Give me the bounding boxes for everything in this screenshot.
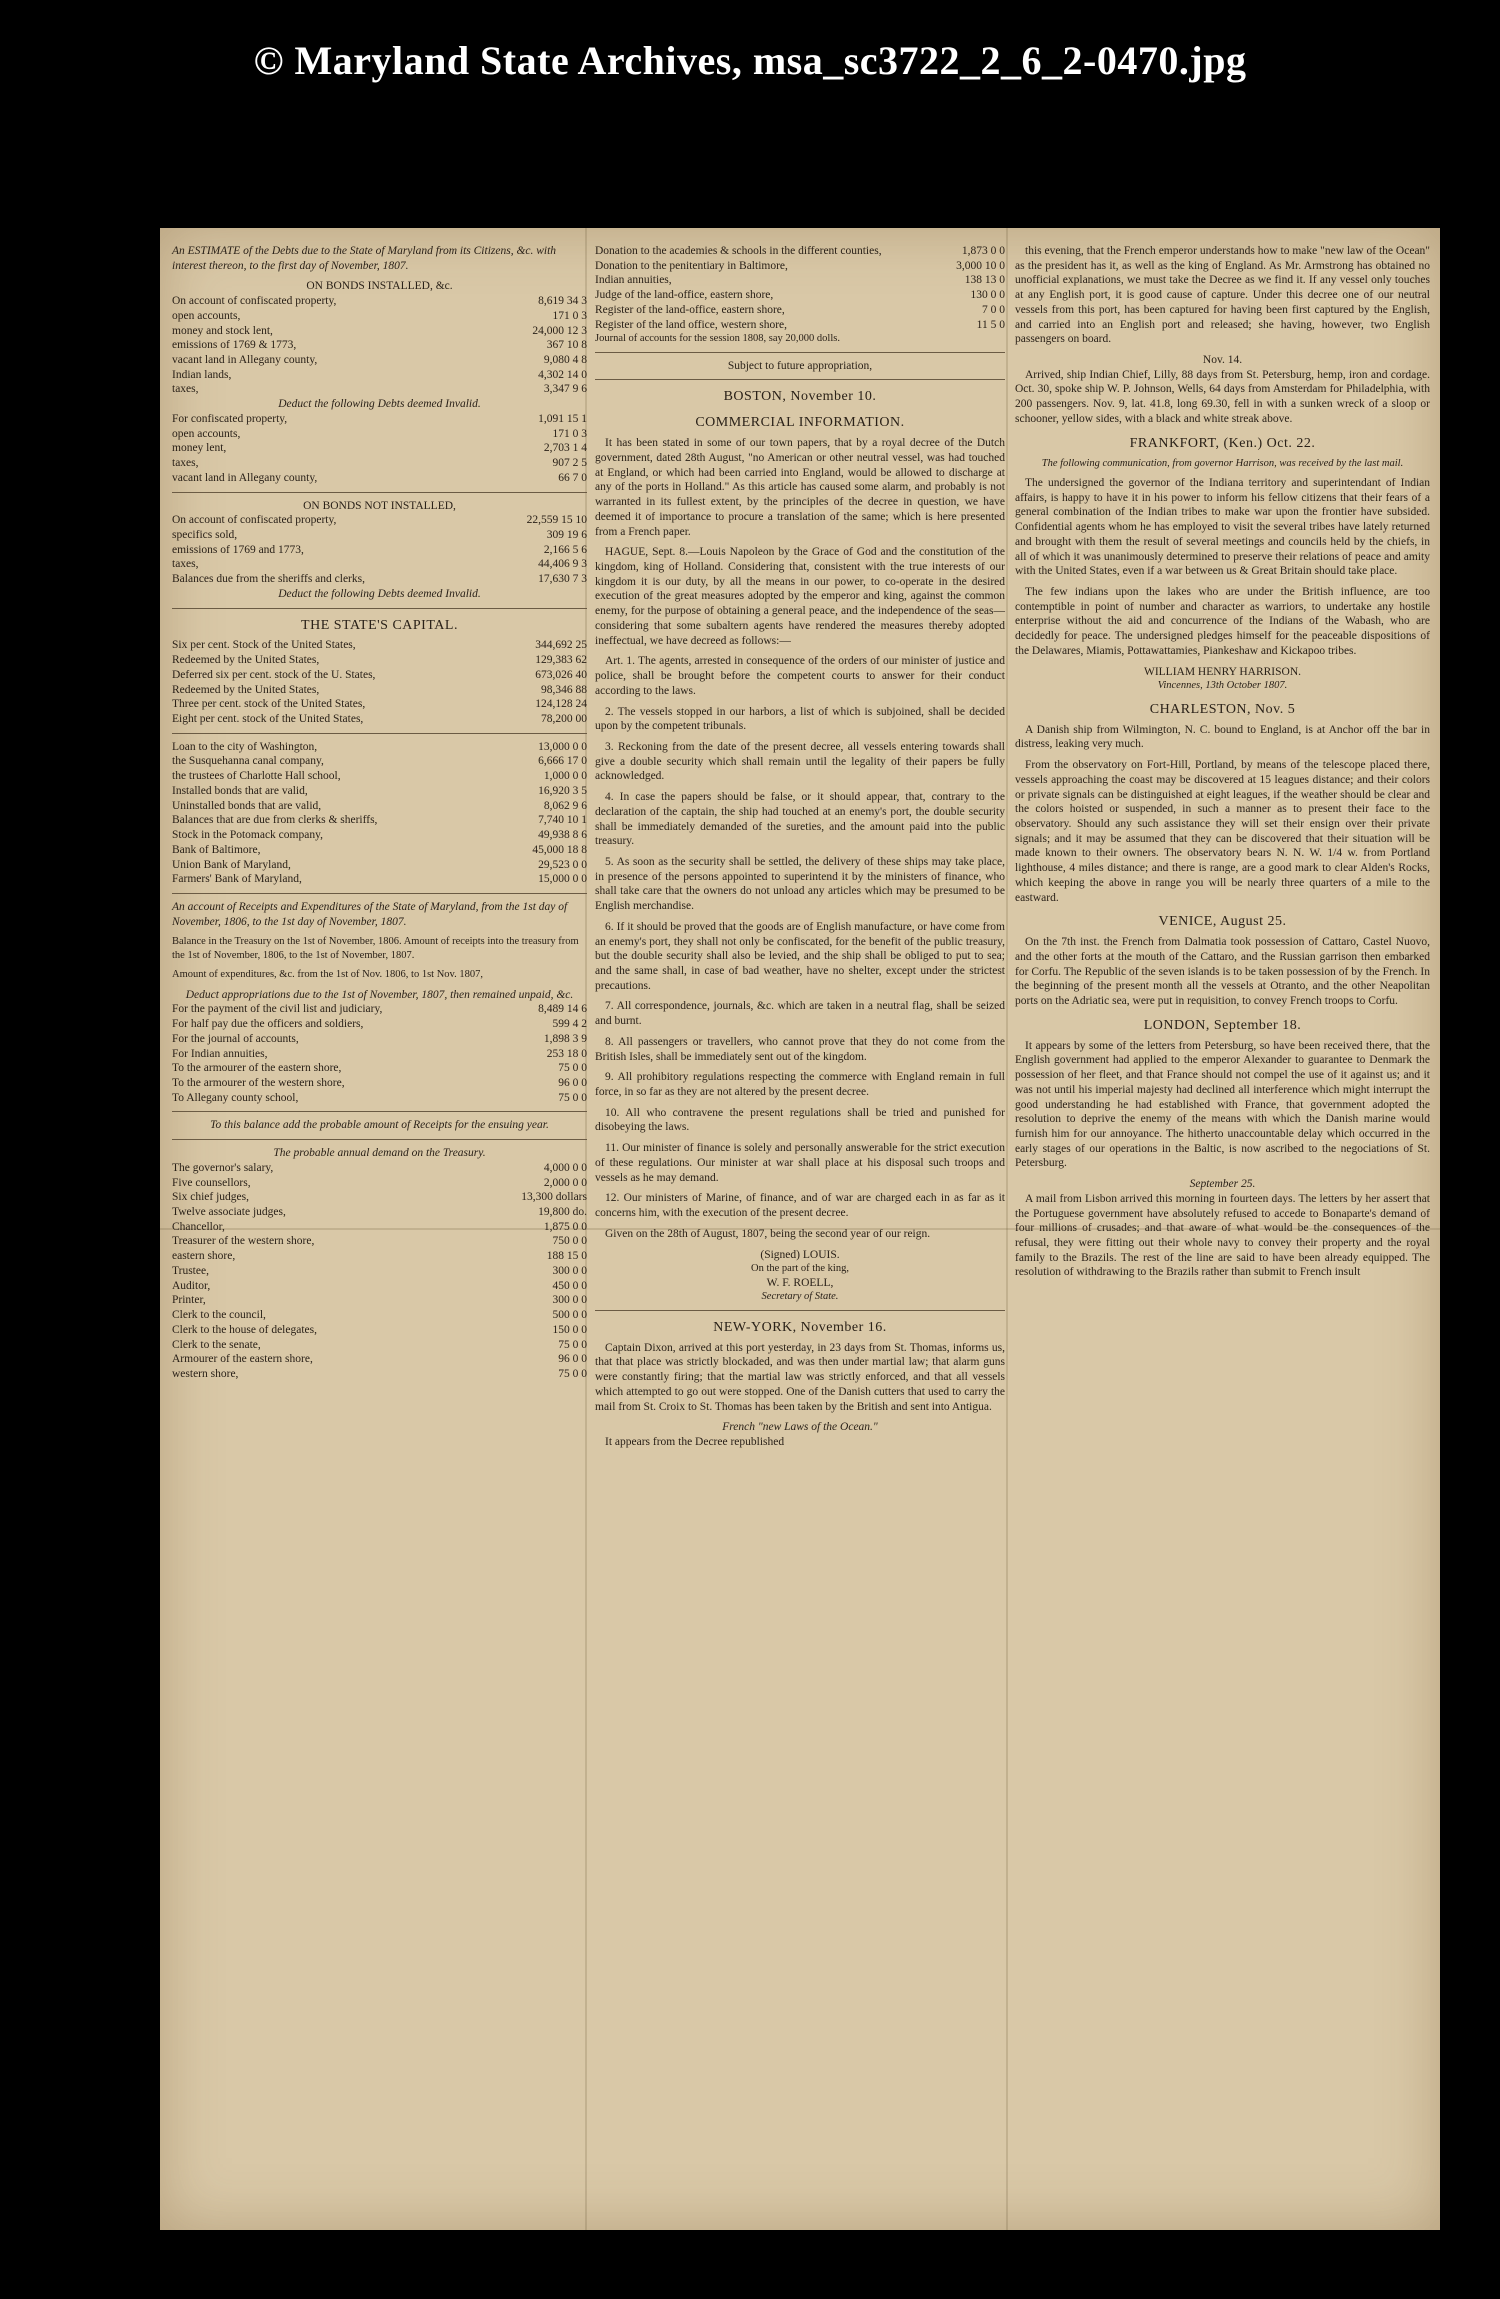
ledger-row: [172, 1279, 587, 1294]
ledger-amount: 8,489 14 6: [538, 1003, 587, 1016]
ledger-amount: 75 0 0: [558, 1367, 587, 1380]
commercial-paragraph: It has been stated in some of our town papers, that by a royal decree of the Dutch government, dated 28th August, "no American or other neutral vessel, was had touched at England, or which had been carried into England, would be allowed to discharge at any of the ports in Holland." As this article has caused some alarm, and probably is not warranted in its fullest extent, by the principles of the decree in question, we have deemed it of importance to procure a translation of the same; which is here presented from a French paper.: [595, 437, 1005, 538]
ledger-amount: 16,920 3 5: [538, 784, 587, 797]
ledger-row: [172, 1047, 587, 1062]
roell-line: W. F. ROELL,: [766, 1276, 834, 1289]
ledger-row: [172, 754, 587, 769]
ledger-amount: 907 2 5: [552, 457, 587, 470]
newyork-paragraph: Captain Dixon, arrived at this port yesterday, in 23 days from St. Thomas, informs us, that that place was strictly blockaded, and was then under martial law; that alarm guns were constantly firing; that the martial law was strictly enforced, and that all vessels which attempted to go out were stopped. One of the Danish cutters that used to carry the mail from St. Croix to St. Thomas has been taken by the British and sent into Antigua.: [595, 1341, 1005, 1413]
secretary-line: Secretary of State.: [761, 1291, 839, 1303]
ledger-row: [595, 288, 1005, 303]
ledger-amount: 44,406 9 3: [538, 558, 587, 571]
ledger-label: Six per cent. Stock of the United States,: [172, 639, 356, 652]
ledger-amount: 1,873 0 0: [961, 245, 1005, 257]
ledger-amount: 1,000 0 0: [543, 770, 587, 783]
article-7: 7. All correspondence, journals, &c. which are taken in a neutral flag, shall be seized and burnt.: [595, 1000, 1005, 1028]
bonds-installed-head: ON BONDS INSTALLED, &c.: [306, 280, 453, 293]
ledger-label: Trustee,: [172, 1264, 209, 1277]
king-line: On the part of the king,: [751, 1263, 849, 1275]
ledger-label: Judge of the land-office, eastern shore,: [595, 289, 774, 302]
ledger-label: vacant land in Allegany county,: [172, 354, 318, 367]
ledger-label: taxes,: [172, 558, 199, 571]
hague-paragraph: HAGUE, Sept. 8.—Louis Napoleon by the Grace of God and the constitution of the kingdom, king of Holland. Considering that, consistent with the true interests of our kingdom it is our duty, by all the means in our power, to co-operate in the desired execution of the great measures adopted by the emperor and king, against the common enemy, for the purpose of obtaining a general peace, and the independence of the seas—considering that some subaltern agents have rendered the measures thereby adopted ineffectual, we have decreed as follows:—: [595, 546, 1005, 647]
ledger-row: [172, 382, 587, 397]
ledger-row: [595, 273, 1005, 288]
ledger-row: [172, 712, 587, 727]
ledger-amount: 300 0 0: [552, 1294, 587, 1307]
ledger-amount: 75 0 0: [558, 1091, 587, 1104]
ledger-amount: 19,800 do.: [538, 1206, 587, 1219]
ledger-label: Register of the land-office, eastern shore,: [595, 303, 785, 316]
ledger-row: [172, 338, 587, 353]
ledger-amount: 24,000 12 3: [532, 324, 587, 337]
ledger-label: open accounts,: [172, 427, 241, 440]
ledger-row: [172, 309, 587, 324]
ledger-label: Installed bonds that are valid,: [172, 784, 308, 797]
ledger-amount: 15,000 0 0: [538, 873, 587, 886]
loan-rows: [172, 740, 587, 828]
ledger-row: [172, 1293, 587, 1308]
installed-rows: [172, 294, 587, 397]
ledger-amount: 367 10 8: [546, 339, 587, 352]
ledger-row: [172, 697, 587, 712]
ledger-row: [172, 471, 587, 486]
ledger-label: western shore,: [172, 1367, 239, 1380]
top-paragraph: this evening, that the French emperor understands how to make "new law of the Ocean" as the president has it, as well as the king of England. As Mr. Armstrong has obtained no unofficial explanations, we must take the Decree as we find it. If any vessel only touches at any English port, it is good cause of capture. Under this decree one of our neutral vessels from this port, has been captured for having been first captured by the English, and carried into an English port and released; she having, however, two English passengers on board.: [1015, 245, 1430, 346]
ledger-label: Register of the land office, western shore,: [595, 318, 788, 331]
ledger-label: Stock in the Potomack company,: [172, 829, 323, 842]
ledger-amount: 2,166 5 6: [543, 543, 587, 556]
boston-head: BOSTON, November 10.: [723, 389, 877, 405]
ledger-row: [172, 858, 587, 873]
ledger-label: Bank of Baltimore,: [172, 843, 261, 856]
ledger-amount: 6,666 17 0: [538, 755, 587, 768]
ledger-row: [172, 683, 587, 698]
ledger-amount: 22,559 15 10: [526, 514, 587, 527]
ledger-amount: 1,875 0 0: [543, 1220, 587, 1233]
ledger-amount: 130 0 0: [970, 289, 1005, 302]
frankfort-sub: The following communication, from governor Harrison, was received by the last mail.: [1041, 457, 1404, 469]
stamp-note: Nov. 14.: [1202, 354, 1243, 367]
article-8: 8. All passengers or travellers, who cannot prove that they do not come from the British Isles, shall be immediately sent out of the kingdom.: [595, 1035, 1005, 1063]
column-rule-2: [1006, 228, 1008, 2230]
ledger-row: [172, 1338, 587, 1353]
ledger-amount: 49,938 8 6: [538, 829, 587, 842]
article-12: 12. Our ministers of Marine, of finance, and of war are charged each in as far as it concerns him, with the execution of the present decree.: [595, 1192, 1005, 1220]
ledger-amount: 9,080 4 8: [543, 354, 587, 367]
ledger-amount: 150 0 0: [552, 1323, 587, 1336]
sept25-paragraph: A mail from Lisbon arrived this morning in fourteen days. The letters by her assert that the Portuguese government have absolutely refused to accede to Bonaparte's demand of four millions of crusades; and that aware of what would be the consequences of the refusal, they were fitting out their whole navy to convey their property and the royal family to the Brazils. The rest of the line are said to have been already equipped. The resolution of withdrawing to the Brazils rather than submit to French insult: [1015, 1192, 1430, 1279]
ledger-label: vacant land in Allegany county,: [172, 471, 318, 484]
column-3: [1015, 244, 1430, 1286]
few-indians-paragraph: The few indians upon the lakes who are under the British influence, are too contemptible in point of number and character as warriors, to undertake any hostile enterprise without the aid and concurrence of the Indians of the Wabash, who are decidedly for peace. The undersigned pledges himself for the peaceable dispositions of the Delawares, Miamis, Pottawattamies, Piankeshaw and Kickapoo tribes.: [1015, 586, 1430, 657]
article-6: 6. If it should be proved that the goods are of English manufacture, or have come from an enemy's port, they shall not only be confiscated, for the benefit of the public treasury, but the double security shall also be levied, and the ship shall be obliged to put to sea; and the same shall, in case of bad weather, have no shelter, except under the strictest precautions.: [595, 920, 1005, 992]
deduct-approp: Deduct appropriations due to the 1st of November, 1807, then remained unpaid, &c.: [185, 988, 574, 1001]
harrison-signature: WILLIAM HENRY HARRISON.: [1143, 665, 1302, 678]
ledger-label: For half pay due the officers and soldiers,: [172, 1018, 364, 1031]
ledger-row: [172, 294, 587, 309]
not-installed-rows: [172, 513, 587, 587]
demand-rows: [172, 1161, 587, 1382]
ledger-label: For the journal of accounts,: [172, 1032, 299, 1045]
ledger-label: Redeemed by the United States,: [172, 654, 320, 667]
vincennes-date: Vincennes, 13th October 1807.: [1157, 680, 1288, 692]
ledger-row: [172, 1091, 587, 1106]
ledger-amount: 96 0 0: [558, 1353, 587, 1366]
ledger-amount: 78,200 00: [541, 713, 587, 726]
ledger-label: Balances due from the sheriffs and clerks,: [172, 573, 365, 586]
article-11: 11. Our minister of finance is solely and personally answerable for the strict execution of these regulations. Our minister at war shall place at his disposal such troops and vessels as he may demand.: [595, 1142, 1005, 1184]
ledger-amount: 138 13 0: [964, 274, 1005, 287]
ledger-label: Balances that are due from clerks & sheriffs,: [172, 814, 378, 827]
article-5: 5. As soon as the security shall be settled, the delivery of these ships may take place, in presence of the persons appointed to superintend it by the ministers of finance, who shall take care that the owners do not unload any articles which may be presumed to be English merchandise.: [595, 855, 1005, 913]
ledger-amount: 17,630 7 3: [538, 573, 587, 586]
ledger-row: [172, 1352, 587, 1367]
ledger-label: emissions of 1769 and 1773,: [172, 543, 304, 556]
ledger-label: For the payment of the civil list and judiciary,: [172, 1003, 383, 1016]
ledger-row: [172, 572, 587, 587]
given-line: Given on the 28th of August, 1807, being the second year of our reign.: [605, 1227, 931, 1240]
ledger-row: [172, 456, 587, 471]
ledger-amount: 45,000 18 8: [532, 843, 587, 856]
frankfort-paragraph: The undersigned the governor of the Indiana territory and superintendant of Indian affairs, is happy to have it in his power to inform his fellow citizens that their fears of a general combination of the Indian tribes to make war upon the frontier have subsided. Confidential agents whom he has employed to visit the several tribes have lately returned and brought with them the result of several meetings and councils held by the chiefs, in all of which it was unanimously determined to preserve their relations of peace and amity with the United States, even if a war between us & Great Britain should take place.: [1015, 476, 1430, 578]
ledger-row: [172, 1061, 587, 1076]
ledger-amount: 96 0 0: [558, 1077, 587, 1089]
ledger-label: eastern shore,: [172, 1250, 236, 1263]
archive-header: [0, 0, 1500, 120]
ledger-label: specifics sold,: [172, 528, 238, 541]
article-2: 2. The vessels stopped in our harbors, a list of which is subjoined, shall be decided upon by the competent tribunals.: [595, 705, 1005, 733]
ledger-amount: 750 0 0: [552, 1235, 587, 1248]
ledger-row: [172, 368, 587, 383]
ledger-amount: 500 0 0: [552, 1309, 587, 1322]
ledger-amount: 3,347 9 6: [543, 383, 587, 396]
ledger-amount: 673,026 40: [535, 668, 587, 681]
newspaper-page: [160, 228, 1440, 2230]
ledger-row: [172, 1161, 587, 1176]
stock-rows: [172, 828, 587, 887]
ledger-row: [172, 799, 587, 814]
ledger-row: [172, 557, 587, 572]
ledger-label: To Allegany county school,: [172, 1091, 299, 1104]
ledger-amount: 8,619 34 3: [538, 295, 587, 308]
article-3: 3. Reckoning from the date of the present decree, all vessels entering towards shall give a double security which shall remain until the legality of their papers be fully acknowledged.: [595, 740, 1005, 783]
ledger-row: [172, 324, 587, 339]
venice-paragraph: On the 7th inst. the French from Dalmatia took possession of Cattaro, Castel Nuovo, and the other forts at the mouth of the Cattaro, and the Russian garrison then embarked for Corfu. The Republic of the seven islands is to be taken possession of by the French. In the beginning of the present month all the vessels at Otranto, and the other Neapolitan ports on the Adriatic sea, were put in requisition, to convey French troops to Corfu.: [1015, 936, 1430, 1008]
ledger-row: [172, 784, 587, 799]
article-9: 9. All prohibitory regulations respecting the commerce with England remain in full force, in so far as they are not altered by the present decree.: [595, 1071, 1005, 1099]
newyork-head: NEW-YORK, November 16.: [713, 1319, 887, 1335]
ledger-amount: 3,000 10 0: [956, 259, 1005, 272]
column-1: [172, 244, 587, 1382]
arrived-paragraph: Arrived, ship Indian Chief, Lilly, 88 days from St. Petersburg, hemp, iron and cordage. Oct. 30, spoke ship W. P. Johnson, Wells, 64 days from Amsterdam for Philadelphia, with 200 passengers. Nov. 9, lat. 41.8, long 69.30, fell in with a sunken wreck of a sloop or schooner, yellow sides, with a black and white streak above.: [1015, 368, 1430, 425]
charleston-paragraph: A Danish ship from Wilmington, N. C. bound to England, is at Anchor off the bar in distress, leaking very much.: [1015, 723, 1430, 751]
ledger-row: [172, 740, 587, 755]
ledger-label: Indian annuities,: [595, 274, 672, 287]
ledger-label: emissions of 1769 & 1773,: [172, 339, 297, 352]
ledger-row: [172, 813, 587, 828]
ledger-row: [172, 353, 587, 368]
observatory-paragraph: From the observatory on Fort-Hill, Portland, by means of the telescope placed there, vessels approaching the coast may be discovered at 15 leagues distance; and their colors or private signals can be distinguished at eight leagues, if the weather should be clear and the colors hoisted or suspended, in such a manner as to present their face to the observatory. Should any such assistance they will set their ensign over their private signals; and it may be assumed that they can be discovered that their situation will be made known to their owners. The observatory bears N. N. W. 1/4 w. from Portland lighthouse, 4 miles distance; and there is range, are a good mark to clear Alden's Rocks, which keeping the above in range you will be nearly three quarters of a mile to the eastward.: [1015, 759, 1430, 904]
ledger-label: Printer,: [172, 1294, 206, 1307]
article-10: 10. All who contravene the present regulations shall be tried and punished for disobeying the laws.: [595, 1106, 1005, 1134]
ledger-label: Farmers' Bank of Maryland,: [172, 873, 302, 886]
london-head: LONDON, September 18.: [1143, 1017, 1302, 1033]
charleston-head: CHARLESTON, Nov. 5: [1149, 701, 1296, 717]
ledger-amount: 7,740 10 1: [538, 814, 587, 827]
ledger-row: [172, 653, 587, 668]
subject-line: Subject to future appropriation,: [727, 359, 873, 372]
ledger-row: [172, 1323, 587, 1338]
invalid-rows: [172, 412, 587, 486]
ledger-row: [172, 1234, 587, 1249]
ledger-amount: 171 0 3: [552, 427, 587, 440]
ledger-row: [595, 244, 1005, 259]
ledger-amount: 13,000 0 0: [538, 740, 587, 753]
ledger-label: the trustees of Charlotte Hall school,: [172, 770, 341, 783]
archive-title: © Maryland State Archives, msa_sc3722_2_6_2-0470.jpg: [253, 37, 1247, 83]
ledger-amount: 8,062 9 6: [543, 799, 587, 812]
signed-line: (Signed) LOUIS.: [760, 1248, 840, 1261]
ledger-label: Redeemed by the United States,: [172, 683, 320, 696]
ledger-label: money and stock lent,: [172, 324, 273, 337]
ledger-label: taxes,: [172, 383, 199, 396]
ledger-amount: 4,302 14 0: [538, 368, 587, 381]
ledger-amount: 599 4 2: [552, 1018, 587, 1031]
ledger-label: To the armourer of the eastern shore,: [172, 1062, 342, 1075]
ledger-row: [172, 528, 587, 543]
ledger-label: money lent,: [172, 442, 227, 455]
journal-line: Journal of accounts for the session 1808, say 20,000 dolls.: [595, 333, 840, 345]
ledger-amount: 1,091 15 1: [538, 412, 587, 425]
ledger-label: Treasurer of the western shore,: [172, 1235, 315, 1248]
ledger-label: Six chief judges,: [172, 1191, 249, 1204]
ledger-row: [172, 668, 587, 683]
ledger-amount: 29,523 0 0: [538, 858, 587, 871]
ledger-amount: 129,383 62: [535, 654, 587, 667]
ledger-label: taxes,: [172, 457, 199, 470]
ledger-row: [172, 1190, 587, 1205]
ledger-row: [172, 1017, 587, 1032]
ledger-label: the Susquehanna canal company,: [172, 755, 324, 768]
ledger-row: [172, 1002, 587, 1017]
ledger-row: [172, 441, 587, 456]
ledger-amount: 75 0 0: [558, 1338, 587, 1351]
ledger-amount: 253 18 0: [546, 1047, 587, 1060]
ledger-label: Loan to the city of Washington,: [172, 740, 318, 753]
ledger-row: [172, 1264, 587, 1279]
ledger-label: Deferred six per cent. stock of the U. States,: [172, 668, 376, 681]
ledger-label: Donation to the penitentiary in Baltimore,: [595, 259, 788, 272]
deduct-invalid-1: Deduct the following Debts deemed Invalid.: [278, 398, 481, 411]
ledger-label: Chancellor,: [172, 1220, 225, 1233]
ledger-label: Clerk to the council,: [172, 1309, 266, 1322]
ledger-amount: 188 15 0: [546, 1250, 587, 1263]
ledger-amount: 450 0 0: [552, 1279, 587, 1292]
ledger-label: The governor's salary,: [172, 1161, 274, 1174]
approp-rows: [172, 1002, 587, 1105]
ledger-label: Three per cent. stock of the United States,: [172, 698, 366, 711]
ledger-amount: 1,898 3 9: [543, 1032, 587, 1045]
ledger-label: Auditor,: [172, 1279, 211, 1292]
ledger-amount: 75 0 0: [558, 1062, 587, 1075]
ledger-row: [172, 1176, 587, 1191]
capital-rows: [172, 638, 587, 726]
article-4: 4. In case the papers should be false, or it should appear, that, contrary to the declaration of the captain, the ship had touched at an enemy's port, the double security shall be immediately demanded of the sureties, and the amount paid into the public treasury.: [595, 791, 1005, 848]
bonds-not-installed-head: ON BONDS NOT INSTALLED,: [303, 499, 456, 512]
estimate-title: An ESTIMATE of the Debts due to the State of Maryland from its Citizens, &c. with interest thereon, to the first day of November, 1807.: [172, 245, 557, 272]
ledger-amount: 309 19 6: [546, 528, 587, 541]
ledger-row: [172, 638, 587, 653]
london-paragraph: It appears by some of the letters from Petersburg, so have been received there, that the English government had applied to the emperor Alexander to guarantee to Denmark the possession of her fleet, and that France should not compel the use of it against us; and it was not until his imperial majesty had declined all interference which might interrupt the good understanding he had established with France, that government adopted the resolution to deprive the enemy of the means with which the Danish marine would furnish him for our annoyance. The hitherto unaccountable delay which occurred in the early stages of our operations in the Baltic, is now ascribed to the negociations of St. Petersburg.: [1015, 1039, 1430, 1170]
ledger-row: [172, 543, 587, 558]
ledger-amount: 11 5 0: [976, 318, 1005, 331]
ledger-row: [172, 872, 587, 887]
ledger-amount: 344,692 25: [535, 639, 587, 652]
ledger-row: [595, 318, 1005, 333]
ledger-row: [172, 828, 587, 843]
ledger-row: [595, 303, 1005, 318]
venice-head: VENICE, August 25.: [1158, 914, 1287, 930]
demand-head: The probable annual demand on the Treasury.: [273, 1147, 486, 1160]
ledger-label: Union Bank of Maryland,: [172, 858, 291, 871]
ledger-amount: 2,703 1 4: [543, 442, 587, 455]
ledger-row: [172, 427, 587, 442]
ledger-amount: 98,346 88: [541, 683, 587, 696]
ledger-row: [595, 259, 1005, 274]
ledger-label: For confiscated property,: [172, 412, 288, 425]
frankfort-head: FRANKFORT, (Ken.) Oct. 22.: [1129, 435, 1316, 451]
ledger-label: Clerk to the house of delegates,: [172, 1323, 317, 1336]
receipts-title: An account of Receipts and Expenditures of the State of Maryland, from the 1st day of November, 1806, to the 1st day of November, 1807.: [172, 900, 568, 928]
ledger-row: [172, 1032, 587, 1047]
article-1: Art. 1. The agents, arrested in consequence of the orders of our minister of justice and police, shall be brought before the competent courts to answer for their conduct according to the laws.: [595, 655, 1005, 697]
ledger-row: [172, 843, 587, 858]
ledger-row: [172, 1205, 587, 1220]
ledger-row: [172, 1367, 587, 1382]
ledger-label: On account of confiscated property,: [172, 514, 337, 527]
commercial-head: COMMERCIAL INFORMATION.: [695, 415, 905, 431]
balance-head: To this balance add the probable amount of Receipts for the ensuing year.: [210, 1119, 549, 1132]
sept25-head: September 25.: [1189, 1178, 1256, 1191]
ledger-label: Clerk to the senate,: [172, 1338, 261, 1351]
ledger-row: [172, 1076, 587, 1091]
column-2: [595, 244, 1005, 1456]
ledger-label: Donation to the academies & schools in the different counties,: [595, 245, 882, 257]
ledger-label: Twelve associate judges,: [172, 1206, 286, 1219]
ledger-label: Uninstalled bonds that are valid,: [172, 799, 322, 812]
ledger-amount: 171 0 3: [552, 309, 587, 322]
french-head: French "new Laws of the Ocean.": [722, 1421, 878, 1434]
ledger-amount: 7 0 0: [982, 303, 1005, 316]
ledger-amount: 13,300 dollars: [521, 1191, 587, 1204]
ledger-row: [172, 513, 587, 528]
ledger-row: [172, 1249, 587, 1264]
ledger-label: open accounts,: [172, 309, 241, 322]
ledger-row: [172, 1308, 587, 1323]
ledger-row: [172, 769, 587, 784]
ledger-label: Indian lands,: [172, 368, 232, 381]
deduct-invalid-2: Deduct the following Debts deemed Invalid.: [278, 587, 481, 600]
french-paragraph: It appears from the Decree republished: [605, 1436, 785, 1449]
ledger-amount: 2,000 0 0: [543, 1176, 587, 1189]
ledger-label: On account of confiscated property,: [172, 295, 337, 308]
ledger-amount: 124,128 24: [535, 698, 587, 711]
expenditures-text: Amount of expenditures, &c. from the 1st of Nov. 1806, to 1st Nov. 1807,: [172, 969, 483, 981]
ledger-amount: 4,000 0 0: [543, 1161, 587, 1174]
ledger-label: For Indian annuities,: [172, 1047, 268, 1060]
donation-rows: [595, 244, 1005, 332]
ledger-amount: 66 7 0: [558, 471, 587, 484]
receipts-text: Balance in the Treasury on the 1st of November, 1806. Amount of receipts into the treasury from the 1st of November, 1806, to the 1st of November, 1807.: [172, 936, 579, 961]
ledger-label: Five counsellors,: [172, 1176, 251, 1189]
ledger-amount: 300 0 0: [552, 1264, 587, 1277]
ledger-label: Armourer of the eastern shore,: [172, 1353, 313, 1366]
capital-head: THE STATE'S CAPITAL.: [301, 617, 458, 633]
ledger-row: [172, 1220, 587, 1235]
ledger-label: To the armourer of the western shore,: [172, 1077, 345, 1089]
ledger-label: Eight per cent. stock of the United States,: [172, 713, 364, 726]
ledger-row: [172, 412, 587, 427]
